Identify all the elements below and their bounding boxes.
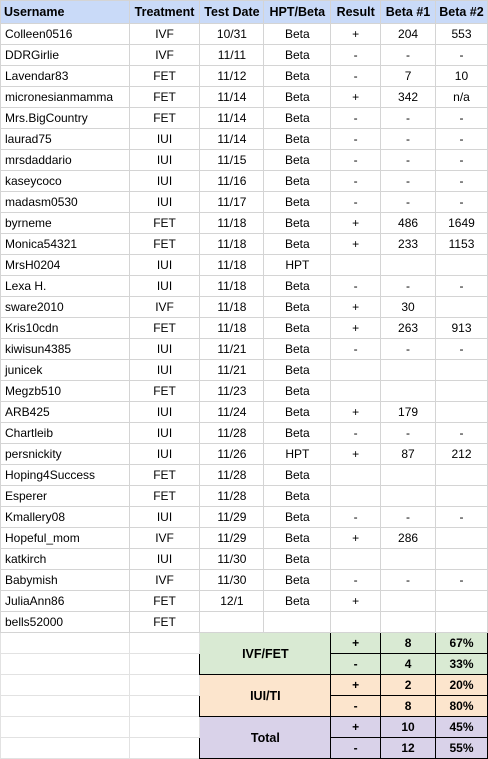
cell-username: Colleen0516 xyxy=(1,24,130,45)
summary-count: 4 xyxy=(381,654,436,675)
cell-beta-1: - xyxy=(381,507,436,528)
cell-hpt-beta: Beta xyxy=(264,486,331,507)
empty-cell xyxy=(129,654,200,675)
cell-beta-2: 553 xyxy=(435,24,487,45)
summary-percent: 55% xyxy=(435,738,487,759)
table-row xyxy=(1,402,488,423)
cell-hpt-beta: HPT xyxy=(264,444,331,465)
cell-result: + xyxy=(331,528,381,549)
cell-beta-2 xyxy=(435,360,487,381)
cell-test-date: 11/12 xyxy=(200,66,264,87)
cell-hpt-beta: Beta xyxy=(264,87,331,108)
cell-test-date: 11/26 xyxy=(200,444,264,465)
summary-sign: + xyxy=(331,633,381,654)
summary-count: 12 xyxy=(381,738,436,759)
cell-username: Hopeful_mom xyxy=(1,528,130,549)
cell-hpt-beta: Beta xyxy=(264,150,331,171)
cell-result: - xyxy=(331,339,381,360)
cell-username: Kris10cdn xyxy=(1,318,130,339)
table-row xyxy=(1,612,488,633)
cell-result: - xyxy=(331,192,381,213)
cell-beta-1 xyxy=(381,612,436,633)
cell-beta-2: - xyxy=(435,150,487,171)
cell-beta-2 xyxy=(435,381,487,402)
cell-username: Lavendar83 xyxy=(1,66,130,87)
cell-beta-2 xyxy=(435,612,487,633)
cell-beta-2: 913 xyxy=(435,318,487,339)
cell-treatment: IUI xyxy=(129,129,200,150)
cell-test-date: 11/14 xyxy=(200,108,264,129)
cell-beta-1: - xyxy=(381,192,436,213)
cell-result: + xyxy=(331,318,381,339)
cell-username: Esperer xyxy=(1,486,130,507)
cell-hpt-beta: Beta xyxy=(264,213,331,234)
cell-hpt-beta: Beta xyxy=(264,66,331,87)
table-row xyxy=(1,192,488,213)
summary-count: 2 xyxy=(381,675,436,696)
cell-hpt-beta: Beta xyxy=(264,381,331,402)
cell-result xyxy=(331,612,381,633)
cell-treatment: FET xyxy=(129,465,200,486)
empty-cell xyxy=(129,633,200,654)
table-row xyxy=(1,381,488,402)
cell-treatment: IUI xyxy=(129,339,200,360)
summary-row xyxy=(1,675,488,696)
table-row xyxy=(1,528,488,549)
summary-group-label: IVF/FET xyxy=(200,633,331,675)
cell-beta-2: - xyxy=(435,507,487,528)
header-treatment: Treatment xyxy=(129,1,200,24)
cell-hpt-beta: Beta xyxy=(264,423,331,444)
table-row xyxy=(1,213,488,234)
cell-beta-2 xyxy=(435,528,487,549)
cell-test-date: 11/14 xyxy=(200,129,264,150)
cell-treatment: FET xyxy=(129,66,200,87)
header-test-date: Test Date xyxy=(200,1,264,24)
cell-beta-1: - xyxy=(381,171,436,192)
summary-sign: + xyxy=(331,675,381,696)
cell-test-date: 11/11 xyxy=(200,45,264,66)
cell-beta-2: - xyxy=(435,570,487,591)
cell-test-date: 11/15 xyxy=(200,150,264,171)
cell-treatment: IUI xyxy=(129,507,200,528)
empty-cell xyxy=(129,717,200,738)
cell-result: - xyxy=(331,276,381,297)
cell-beta-2: 212 xyxy=(435,444,487,465)
cell-beta-2: 10 xyxy=(435,66,487,87)
table-row xyxy=(1,591,488,612)
cell-treatment: FET xyxy=(129,87,200,108)
cell-beta-2 xyxy=(435,549,487,570)
summary-row xyxy=(1,717,488,738)
cell-beta-2 xyxy=(435,297,487,318)
summary-row xyxy=(1,633,488,654)
cell-treatment: IUI xyxy=(129,255,200,276)
cell-result: - xyxy=(331,66,381,87)
cell-treatment: FET xyxy=(129,612,200,633)
cell-beta-1: - xyxy=(381,45,436,66)
summary-section xyxy=(1,633,488,759)
table-row xyxy=(1,339,488,360)
cell-hpt-beta: HPT xyxy=(264,255,331,276)
cell-beta-2 xyxy=(435,465,487,486)
cell-username: madasm0530 xyxy=(1,192,130,213)
cell-username: Lexa H. xyxy=(1,276,130,297)
cell-test-date: 11/29 xyxy=(200,528,264,549)
summary-percent: 67% xyxy=(435,633,487,654)
cell-result: - xyxy=(331,507,381,528)
cell-beta-1 xyxy=(381,486,436,507)
cell-result xyxy=(331,255,381,276)
cell-result xyxy=(331,360,381,381)
cell-username: Chartleib xyxy=(1,423,130,444)
cell-hpt-beta: Beta xyxy=(264,129,331,150)
cell-treatment: IVF xyxy=(129,528,200,549)
cell-beta-2: - xyxy=(435,171,487,192)
summary-sign: - xyxy=(331,738,381,759)
table-row xyxy=(1,66,488,87)
cell-test-date: 11/21 xyxy=(200,339,264,360)
cell-treatment: IVF xyxy=(129,570,200,591)
table-row xyxy=(1,549,488,570)
summary-count: 10 xyxy=(381,717,436,738)
cell-test-date: 11/17 xyxy=(200,192,264,213)
cell-treatment: IVF xyxy=(129,297,200,318)
cell-beta-2: - xyxy=(435,339,487,360)
table-row xyxy=(1,507,488,528)
cell-test-date: 11/18 xyxy=(200,234,264,255)
table-row xyxy=(1,465,488,486)
cell-test-date: 11/18 xyxy=(200,213,264,234)
cell-username: JuliaAnn86 xyxy=(1,591,130,612)
cell-test-date: 11/29 xyxy=(200,507,264,528)
cell-username: Megzb510 xyxy=(1,381,130,402)
cell-username: katkirch xyxy=(1,549,130,570)
table-row xyxy=(1,423,488,444)
cell-treatment: IUI xyxy=(129,549,200,570)
summary-sign: + xyxy=(331,717,381,738)
cell-beta-1 xyxy=(381,360,436,381)
cell-treatment: IUI xyxy=(129,192,200,213)
cell-beta-1: 342 xyxy=(381,87,436,108)
cell-beta-1: 7 xyxy=(381,66,436,87)
header-beta-2: Beta #2 xyxy=(435,1,487,24)
table-body xyxy=(1,24,488,633)
cell-treatment: FET xyxy=(129,234,200,255)
cell-username: persnickity xyxy=(1,444,130,465)
cell-treatment: IUI xyxy=(129,423,200,444)
empty-cell xyxy=(129,738,200,759)
summary-percent: 45% xyxy=(435,717,487,738)
summary-group-label: Total xyxy=(200,717,331,759)
header-hpt-beta: HPT/Beta xyxy=(264,1,331,24)
empty-cell xyxy=(1,633,130,654)
table-row xyxy=(1,87,488,108)
table-row xyxy=(1,108,488,129)
cell-beta-2: 1649 xyxy=(435,213,487,234)
summary-percent: 33% xyxy=(435,654,487,675)
cell-username: MrsH0204 xyxy=(1,255,130,276)
cell-treatment: FET xyxy=(129,318,200,339)
cell-username: kaseycoco xyxy=(1,171,130,192)
cell-username: mrsdaddario xyxy=(1,150,130,171)
cell-beta-1 xyxy=(381,381,436,402)
cell-beta-1: 179 xyxy=(381,402,436,423)
cell-treatment: IUI xyxy=(129,360,200,381)
cell-beta-2 xyxy=(435,402,487,423)
cell-beta-1: - xyxy=(381,423,436,444)
cell-hpt-beta: Beta xyxy=(264,234,331,255)
cell-result: + xyxy=(331,213,381,234)
cell-treatment: IUI xyxy=(129,444,200,465)
cell-hpt-beta: Beta xyxy=(264,549,331,570)
cell-username: junicek xyxy=(1,360,130,381)
table-row xyxy=(1,570,488,591)
cell-beta-2: - xyxy=(435,129,487,150)
cell-username: Hoping4Success xyxy=(1,465,130,486)
cell-treatment: IVF xyxy=(129,45,200,66)
empty-cell xyxy=(1,696,130,717)
cell-test-date: 11/23 xyxy=(200,381,264,402)
cell-beta-1: - xyxy=(381,339,436,360)
cell-username: bells52000 xyxy=(1,612,130,633)
table-row xyxy=(1,45,488,66)
cell-hpt-beta: Beta xyxy=(264,360,331,381)
cell-username: laurad75 xyxy=(1,129,130,150)
table-row xyxy=(1,150,488,171)
cell-result: + xyxy=(331,234,381,255)
table-row xyxy=(1,129,488,150)
header-result: Result xyxy=(331,1,381,24)
cell-username: micronesianmamma xyxy=(1,87,130,108)
cell-result: - xyxy=(331,150,381,171)
table-row xyxy=(1,297,488,318)
cell-hpt-beta: Beta xyxy=(264,297,331,318)
empty-cell xyxy=(1,654,130,675)
cell-treatment: FET xyxy=(129,213,200,234)
table-row xyxy=(1,171,488,192)
cell-username: kiwisun4385 xyxy=(1,339,130,360)
table-row xyxy=(1,255,488,276)
table-row xyxy=(1,318,488,339)
cell-result: - xyxy=(331,423,381,444)
cell-hpt-beta xyxy=(264,612,331,633)
cell-test-date: 11/24 xyxy=(200,402,264,423)
cell-beta-2: 1153 xyxy=(435,234,487,255)
cell-username: Mrs.BigCountry xyxy=(1,108,130,129)
summary-percent: 20% xyxy=(435,675,487,696)
cell-beta-1: 30 xyxy=(381,297,436,318)
cell-test-date: 11/28 xyxy=(200,465,264,486)
cell-username: DDRGirlie xyxy=(1,45,130,66)
cell-username: ARB425 xyxy=(1,402,130,423)
cell-treatment: IUI xyxy=(129,276,200,297)
cell-result: - xyxy=(331,570,381,591)
cell-beta-1: - xyxy=(381,129,436,150)
cell-result xyxy=(331,381,381,402)
cell-result: + xyxy=(331,402,381,423)
table-row xyxy=(1,486,488,507)
cell-test-date: 11/18 xyxy=(200,255,264,276)
cell-result: + xyxy=(331,87,381,108)
cell-beta-1: 87 xyxy=(381,444,436,465)
cell-beta-2: - xyxy=(435,276,487,297)
empty-cell xyxy=(129,696,200,717)
cell-beta-1 xyxy=(381,549,436,570)
cell-treatment: FET xyxy=(129,486,200,507)
table-row xyxy=(1,276,488,297)
cell-result xyxy=(331,549,381,570)
cell-hpt-beta: Beta xyxy=(264,570,331,591)
cell-beta-1: 233 xyxy=(381,234,436,255)
cell-beta-1 xyxy=(381,255,436,276)
header-row xyxy=(1,1,488,24)
cell-beta-1: - xyxy=(381,150,436,171)
cell-hpt-beta: Beta xyxy=(264,507,331,528)
cell-username: Kmallery08 xyxy=(1,507,130,528)
cell-hpt-beta: Beta xyxy=(264,45,331,66)
cell-beta-2: - xyxy=(435,192,487,213)
header-beta-1: Beta #1 xyxy=(381,1,436,24)
cell-test-date: 11/30 xyxy=(200,549,264,570)
cell-beta-1: 263 xyxy=(381,318,436,339)
cell-test-date: 11/16 xyxy=(200,171,264,192)
cell-test-date: 11/18 xyxy=(200,318,264,339)
cell-test-date: 11/28 xyxy=(200,423,264,444)
cell-username: Babymish xyxy=(1,570,130,591)
cell-username: sware2010 xyxy=(1,297,130,318)
cell-result: - xyxy=(331,171,381,192)
empty-cell xyxy=(1,738,130,759)
cell-test-date: 11/14 xyxy=(200,87,264,108)
cell-beta-1: - xyxy=(381,570,436,591)
cell-hpt-beta: Beta xyxy=(264,465,331,486)
empty-cell xyxy=(1,675,130,696)
cell-beta-2 xyxy=(435,486,487,507)
summary-percent: 80% xyxy=(435,696,487,717)
cell-treatment: IUI xyxy=(129,402,200,423)
cell-beta-1: 286 xyxy=(381,528,436,549)
cell-beta-2: - xyxy=(435,45,487,66)
cell-result: + xyxy=(331,297,381,318)
cell-test-date: 10/31 xyxy=(200,24,264,45)
table-row xyxy=(1,444,488,465)
cell-beta-1: 204 xyxy=(381,24,436,45)
cell-result xyxy=(331,465,381,486)
cell-test-date: 11/18 xyxy=(200,297,264,318)
cell-treatment: FET xyxy=(129,591,200,612)
cell-hpt-beta: Beta xyxy=(264,339,331,360)
cell-hpt-beta: Beta xyxy=(264,192,331,213)
cell-result: - xyxy=(331,108,381,129)
cell-result: + xyxy=(331,591,381,612)
cell-test-date: 12/1 xyxy=(200,591,264,612)
empty-cell xyxy=(1,717,130,738)
cell-beta-1 xyxy=(381,591,436,612)
cell-username: byrneme xyxy=(1,213,130,234)
summary-count: 8 xyxy=(381,633,436,654)
table-row xyxy=(1,24,488,45)
empty-cell xyxy=(129,675,200,696)
cell-result: - xyxy=(331,129,381,150)
cell-test-date: 11/21 xyxy=(200,360,264,381)
cell-hpt-beta: Beta xyxy=(264,108,331,129)
cell-beta-1: - xyxy=(381,276,436,297)
cell-hpt-beta: Beta xyxy=(264,591,331,612)
cell-hpt-beta: Beta xyxy=(264,318,331,339)
cell-hpt-beta: Beta xyxy=(264,171,331,192)
cell-treatment: IUI xyxy=(129,150,200,171)
cell-beta-2: - xyxy=(435,108,487,129)
cell-beta-2: n/a xyxy=(435,87,487,108)
cell-test-date: 11/28 xyxy=(200,486,264,507)
cell-hpt-beta: Beta xyxy=(264,276,331,297)
cell-beta-1: 486 xyxy=(381,213,436,234)
summary-sign: - xyxy=(331,696,381,717)
cell-beta-2 xyxy=(435,255,487,276)
cell-hpt-beta: Beta xyxy=(264,402,331,423)
cell-treatment: IUI xyxy=(129,171,200,192)
cell-test-date xyxy=(200,612,264,633)
header-username: Username xyxy=(1,1,130,24)
cell-hpt-beta: Beta xyxy=(264,528,331,549)
table-row xyxy=(1,360,488,381)
cell-result: + xyxy=(331,444,381,465)
summary-count: 8 xyxy=(381,696,436,717)
cell-treatment: IVF xyxy=(129,24,200,45)
cell-test-date: 11/30 xyxy=(200,570,264,591)
cell-beta-2: - xyxy=(435,423,487,444)
cell-result: + xyxy=(331,24,381,45)
cell-treatment: FET xyxy=(129,381,200,402)
cell-beta-1: - xyxy=(381,108,436,129)
table-row xyxy=(1,234,488,255)
summary-sign: - xyxy=(331,654,381,675)
cell-username: Monica54321 xyxy=(1,234,130,255)
cell-hpt-beta: Beta xyxy=(264,24,331,45)
cell-treatment: FET xyxy=(129,108,200,129)
cell-beta-2 xyxy=(435,591,487,612)
summary-group-label: IUI/TI xyxy=(200,675,331,717)
cell-result: - xyxy=(331,45,381,66)
cell-test-date: 11/18 xyxy=(200,276,264,297)
cell-result xyxy=(331,486,381,507)
cell-beta-1 xyxy=(381,465,436,486)
